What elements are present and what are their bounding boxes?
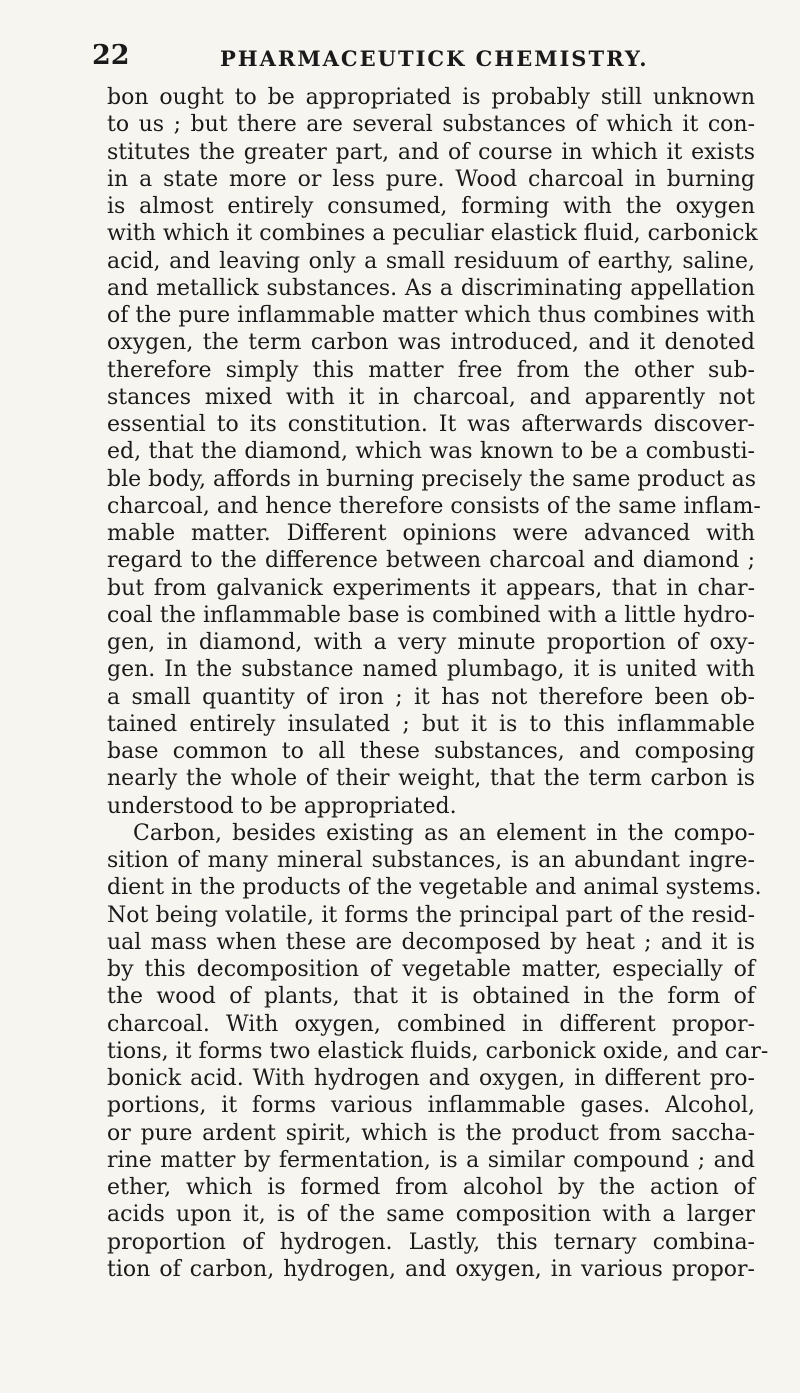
text-line: rine matter by fermentation, is a similar compound ; and [107,1147,755,1173]
text-line: Carbon, besides existing as an element in the compo- [133,820,755,846]
text-line: or pure ardent spirit, which is the product from saccha- [107,1120,755,1146]
text-line: therefore simply this matter free from the other sub- [107,357,755,383]
text-line: is almost entirely consumed, forming with the oxygen [107,194,755,219]
text-line: base common to all these substances, and composing [107,739,755,764]
text-line: the wood of plants, that it is obtained in the form of [107,984,755,1010]
text-line: tained entirely insulated ; but it is to this inflammable [107,711,755,737]
text-line: bonick acid. With hydrogen and oxygen, in different pro- [107,1066,755,1091]
text-line: gen, in diamond, with a very minute proportion of oxy- [107,630,755,655]
text-line: oxygen, the term carbon was introduced, and it denoted [107,330,755,356]
text-line: regard to the difference between charcoal and diamond ; [107,548,755,574]
text-line: Not being volatile, it forms the principal part of the resid- [107,902,755,928]
running-head [92,40,740,74]
text-line: in a state more or less pure. Wood charcoal in burning [107,166,755,192]
text-line: acids upon it, is of the same composition with a larger [107,1202,755,1228]
text-line: ble body, affords in burning precisely the same product as [107,466,757,492]
page-number: 22 [92,40,130,71]
paragraph [107,84,761,820]
text-line: charcoal, and hence therefore consists of the same inflam- [107,493,761,519]
text-line: proportion of hydrogen. Lastly, this ternary combina- [107,1229,755,1255]
text-line: and metallick substances. As a discriminating appellation [107,275,755,301]
text-line: of the pure inflammable matter which thus combines with [107,303,756,328]
text-line: nearly the whole of their weight, that the term carbon is [107,766,755,792]
text-line: tions, it forms two elastick fluids, carbonick oxide, and car- [107,1038,769,1064]
text-line: ed, that the diamond, which was known to be a combusti- [107,439,755,465]
text-line: to us ; but there are several substances of which it con- [107,112,755,138]
text-line: acid, and leaving only a small residuum of earthy, saline, [107,248,755,274]
running-title: PHARMACEUTICK CHEMISTRY. [220,46,649,71]
text-line: a small quantity of iron ; it has not therefore been ob- [107,684,755,710]
text-line: understood to be appropriated. [107,793,457,819]
text-line: stances mixed with it in charcoal, and apparently not [107,384,755,410]
text-line: portions, it forms various inflammable gases. Alcohol, [107,1093,755,1119]
paragraph [107,820,769,1283]
text-line: ether, which is formed from alcohol by the action of [107,1175,755,1200]
text-line: bon ought to be appropriated is probably still unknown [107,85,755,110]
text-line: sition of many mineral substances, is an abundant ingre- [107,848,755,873]
text-line: stitutes the greater part, and of course in which it exists [107,139,755,165]
text-line: coal the inflammable base is combined with a little hydro- [107,602,755,628]
text-line: ual mass when these are decomposed by heat ; and it is [107,929,755,955]
text-line: essential to its constitution. It was afterwards discover- [107,412,755,437]
text-line: but from galvanick experiments it appears, that in char- [107,575,755,601]
text-line: gen. In the substance named plumbago, it is united with [107,657,755,683]
text-line: with which it combines a peculiar elastick fluid, carbonick [107,221,758,247]
text-line: charcoal. With oxygen, combined in different propor- [107,1011,755,1037]
body-text [107,84,769,1283]
text-line: dient in the products of the vegetable and animal systems. [107,875,762,901]
text-line: by this decomposition of vegetable matter, especially of [107,957,755,982]
text-line: tion of carbon, hydrogen, and oxygen, in various propor- [107,1256,755,1282]
text-line: mable matter. Different opinions were advanced with [107,521,755,546]
